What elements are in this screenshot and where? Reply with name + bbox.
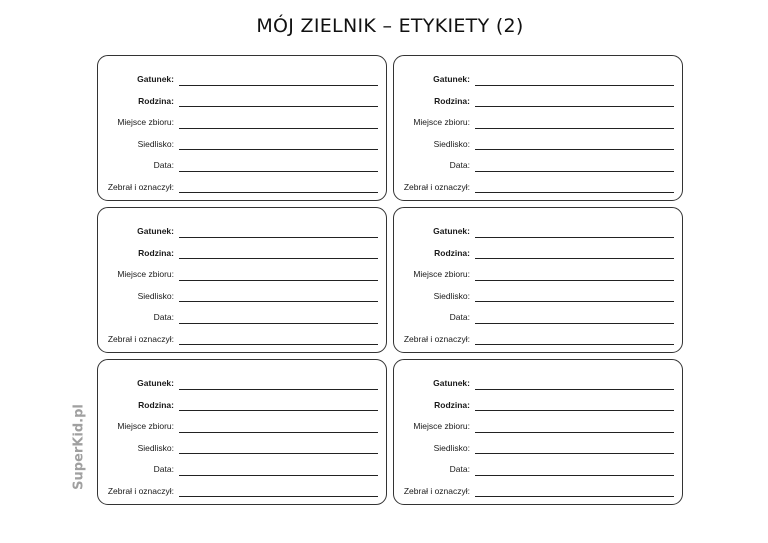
field-label: Data: — [153, 464, 174, 474]
field-label: Zebrał i oznaczył: — [107, 181, 174, 192]
label-field-row — [102, 390, 378, 412]
herbarium-label-card — [97, 359, 387, 505]
write-in-line — [179, 452, 378, 454]
label-field-row — [102, 86, 378, 108]
write-in-line — [475, 343, 674, 345]
write-in-line — [179, 257, 378, 259]
herbarium-label-card — [393, 207, 683, 353]
field-label: Rodzina: — [138, 247, 174, 258]
write-in-line — [179, 495, 378, 497]
field-label: Miejsce zbioru: — [413, 421, 470, 431]
label-field-row — [398, 107, 674, 129]
field-label: Rodzina: — [434, 399, 470, 410]
label-field-row — [398, 281, 674, 303]
field-label: Gatunek: — [137, 378, 174, 388]
field-label: Gatunek: — [137, 226, 174, 236]
field-label: Data: — [449, 464, 470, 474]
write-in-line — [475, 84, 674, 86]
herbarium-label-card — [393, 359, 683, 505]
label-field-row — [398, 368, 674, 390]
label-field-row — [398, 150, 674, 172]
label-field-row — [398, 411, 674, 433]
label-field-row — [102, 281, 378, 303]
write-in-line — [179, 431, 378, 433]
field-label: Siedlisko: — [433, 138, 470, 149]
field-label: Data: — [153, 160, 174, 170]
herbarium-label-card — [393, 55, 683, 201]
field-label: Gatunek: — [137, 74, 174, 84]
write-in-line — [179, 388, 378, 390]
write-in-line — [475, 431, 674, 433]
label-field-row — [102, 129, 378, 151]
field-label: Zebrał i oznaczył: — [403, 333, 470, 344]
label-field-row — [398, 390, 674, 412]
write-in-line — [475, 388, 674, 390]
label-field-row — [102, 150, 378, 172]
field-label: Rodzina: — [138, 399, 174, 410]
write-in-line — [475, 300, 674, 302]
field-label: Rodzina: — [138, 95, 174, 106]
label-field-row — [102, 216, 378, 238]
write-in-line — [475, 236, 674, 238]
label-field-row — [102, 411, 378, 433]
label-field-row — [398, 129, 674, 151]
write-in-line — [179, 127, 378, 129]
write-in-line — [179, 279, 378, 281]
field-label: Miejsce zbioru: — [117, 117, 174, 127]
write-in-line — [475, 127, 674, 129]
field-label: Gatunek: — [433, 226, 470, 236]
write-in-line — [475, 495, 674, 497]
field-label: Gatunek: — [433, 74, 470, 84]
herbarium-label-card — [97, 207, 387, 353]
label-field-row — [398, 64, 674, 86]
label-field-row — [398, 259, 674, 281]
label-field-row — [102, 324, 378, 346]
field-label: Zebrał i oznaczył: — [107, 485, 174, 496]
label-field-row — [102, 476, 378, 498]
write-in-line — [179, 409, 378, 411]
field-label: Siedlisko: — [137, 138, 174, 149]
write-in-line — [475, 191, 674, 193]
label-field-row — [102, 238, 378, 260]
field-label: Data: — [153, 312, 174, 322]
field-label: Rodzina: — [434, 95, 470, 106]
field-label: Siedlisko: — [137, 290, 174, 301]
field-label: Siedlisko: — [433, 442, 470, 453]
field-label: Rodzina: — [434, 247, 470, 258]
field-label: Miejsce zbioru: — [117, 421, 174, 431]
label-field-row — [102, 259, 378, 281]
write-in-line — [179, 105, 378, 107]
label-field-row — [102, 107, 378, 129]
write-in-line — [475, 474, 674, 476]
field-label: Zebrał i oznaczył: — [107, 333, 174, 344]
field-label: Siedlisko: — [433, 290, 470, 301]
field-label: Data: — [449, 160, 470, 170]
label-field-row — [102, 454, 378, 476]
label-field-row — [398, 476, 674, 498]
label-field-row — [102, 368, 378, 390]
watermark-logo: SuperKid.pl — [71, 404, 87, 490]
label-field-row — [398, 324, 674, 346]
write-in-line — [179, 343, 378, 345]
write-in-line — [475, 170, 674, 172]
write-in-line — [179, 170, 378, 172]
write-in-line — [179, 322, 378, 324]
page-title: MÓJ ZIELNIK – ETYKIETY (2) — [256, 15, 524, 37]
write-in-line — [179, 191, 378, 193]
write-in-line — [179, 474, 378, 476]
label-field-row — [398, 454, 674, 476]
write-in-line — [179, 84, 378, 86]
write-in-line — [179, 148, 378, 150]
label-field-row — [398, 172, 674, 194]
label-field-row — [398, 216, 674, 238]
label-field-row — [102, 64, 378, 86]
field-label: Zebrał i oznaczył: — [403, 485, 470, 496]
herbarium-label-card — [97, 55, 387, 201]
write-in-line — [475, 257, 674, 259]
label-field-row — [102, 302, 378, 324]
label-field-row — [398, 302, 674, 324]
field-label: Siedlisko: — [137, 442, 174, 453]
write-in-line — [475, 105, 674, 107]
label-field-row — [398, 238, 674, 260]
field-label: Miejsce zbioru: — [117, 269, 174, 279]
field-label: Data: — [449, 312, 470, 322]
write-in-line — [475, 279, 674, 281]
write-in-line — [475, 148, 674, 150]
write-in-line — [475, 409, 674, 411]
field-label: Zebrał i oznaczył: — [403, 181, 470, 192]
field-label: Miejsce zbioru: — [413, 117, 470, 127]
write-in-line — [179, 300, 378, 302]
field-label: Gatunek: — [433, 378, 470, 388]
write-in-line — [475, 322, 674, 324]
field-label: Miejsce zbioru: — [413, 269, 470, 279]
label-field-row — [398, 433, 674, 455]
label-grid — [97, 55, 683, 504]
write-in-line — [179, 236, 378, 238]
label-field-row — [398, 86, 674, 108]
label-field-row — [102, 172, 378, 194]
write-in-line — [475, 452, 674, 454]
label-field-row — [102, 433, 378, 455]
